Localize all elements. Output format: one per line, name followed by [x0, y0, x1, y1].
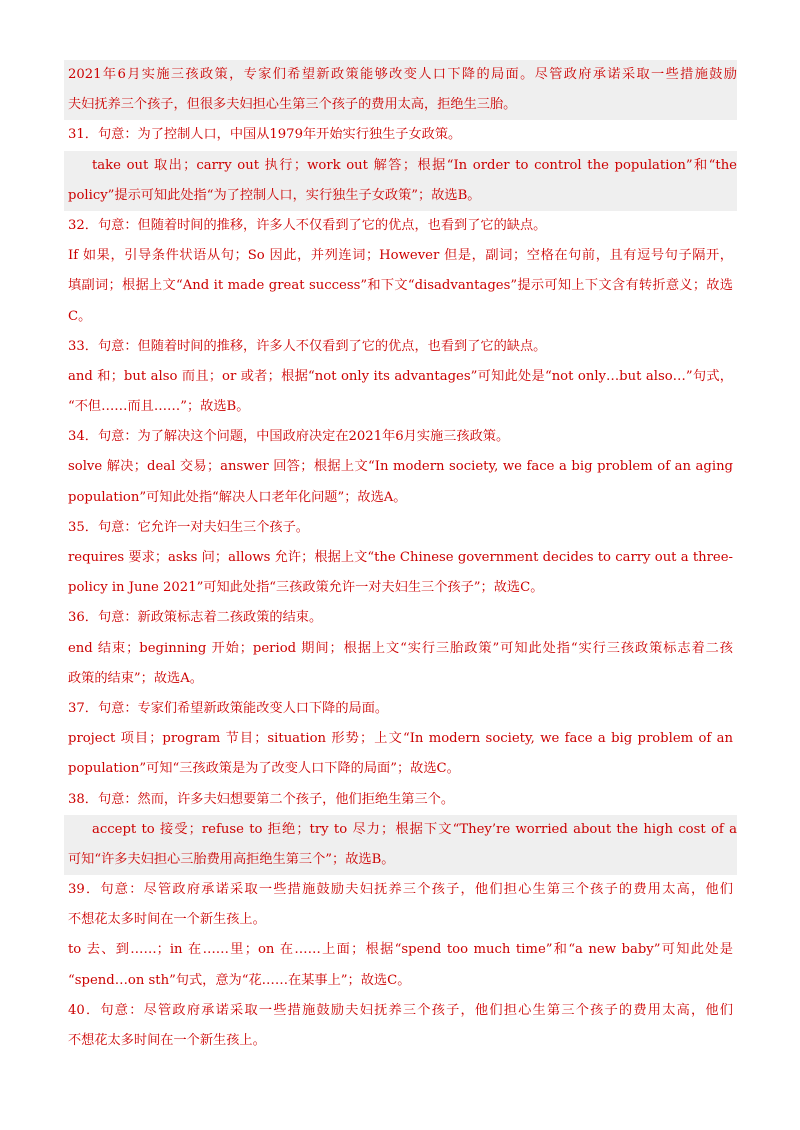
- question-38-meaning: 38．句意：然而，许多夫妇想要第二个孩子，他们拒绝生第三个。: [68, 791, 455, 807]
- text-line: C。: [68, 308, 92, 324]
- text-line: policy”提示可知此处指“为了控制人口，实行独生子女政策”；故选B。: [64, 181, 737, 211]
- question-37-meaning: 37．句意：专家们希望新政策能改变人口下降的局面。: [68, 700, 389, 716]
- question-35-meaning: 35．句意：它允许一对夫妇生三个孩子。: [68, 519, 309, 535]
- question-40-meaning: 40．句意：尽管政府承诺采取一些措施鼓励夫妇抚养三个孩子，他们担心生第三个孩子的费用太高，他们: [68, 1002, 733, 1018]
- text-line: requires 要求；asks 问；allows 允许；根据上文“the Chinese government decides to carry out a three-: [68, 550, 733, 565]
- question-33-meaning: 33．句意：但随着时间的推移，许多人不仅看到了它的优点，也看到了它的缺点。: [68, 338, 547, 354]
- text-line: population”可知“三孩政策是为了改变人口下降的局面”；故选C。: [68, 761, 460, 777]
- text-line: to 去、到……；in 在……里；on 在……上面；根据“spend too much time”和“a new baby”可知此处是: [68, 942, 733, 958]
- text-line: 填副词；根据上文“And it made great success”和下文“disadvantages”提示可知上下文含有转折意义；故选: [68, 278, 733, 294]
- question-39-meaning: 39．句意：尽管政府承诺采取一些措施鼓励夫妇抚养三个孩子，他们担心生第三个孩子的费用太高，他们: [68, 882, 733, 898]
- text-line: If 如果，引导条件状语从句；So 因此，并列连词；However 但是，副词；空格在句前，且有逗号句子隔开，: [68, 248, 733, 264]
- text-line: project 项目；program 节目；situation 形势；上文“In modern society, we face a big problem of an: [68, 731, 733, 747]
- text-line: 可知“许多夫妇担心三胎费用高拒绝生第三个”；故选B。: [64, 845, 737, 875]
- text-line: “不但……而且……”；故选B。: [68, 399, 250, 415]
- text-line: solve 解决；deal 交易；answer 回答；根据上文“In modern society, we face a big problem of an aging: [68, 459, 733, 475]
- text-line: 政策的结束”；故选A。: [68, 670, 203, 686]
- text-line: take out 取出；carry out 执行；work out 解答；根据“In order to control the population”和“the: [64, 151, 737, 181]
- text-line: policy in June 2021”可知此处指“三孩政策允许一对夫妇生三个孩子”；故选C。: [68, 580, 544, 596]
- text-line: end 结束；beginning 开始；period 期间；根据上文“实行三胎政策”可知此处指“实行三孩政策标志着二孩: [68, 640, 733, 656]
- text-line: and 和；but also 而且；or 或者；根据“not only its advantages”可知此处是“not only…but also…”句式，: [68, 368, 733, 384]
- text-line: 夫妇抚养三个孩子，但很多夫妇担心生第三个孩子的费用太高，拒绝生三胎。: [64, 90, 737, 120]
- question-32-meaning: 32．句意：但随着时间的推移，许多人不仅看到了它的优点，也看到了它的缺点。: [68, 217, 547, 233]
- question-34-meaning: 34．句意：为了解决这个问题，中国政府决定在2021年6月实施三孩政策。: [68, 429, 510, 445]
- text-line: 不想花太多时间在一个新生孩上。: [68, 1033, 266, 1048]
- text-line: population”可知此处指“解决人口老年化问题”；故选A。: [68, 489, 407, 505]
- text-line: accept to 接受；refuse to 拒绝；try to 尽力；根据下文“They’re worried about the high cost of a: [64, 815, 737, 845]
- question-36-meaning: 36．句意：新政策标志着二孩政策的结束。: [68, 610, 323, 626]
- text-line: 2021年6月实施三孩政策，专家们希望新政策能够改变人口下降的局面。尽管政府承诺采取一些措施鼓励: [64, 60, 737, 90]
- answer-document: [68, 60, 737, 1056]
- question-31-meaning: 31．句意：为了控制人口，中国从1979年开始实行独生子女政策。: [68, 127, 462, 143]
- text-line: 不想花太多时间在一个新生孩上。: [68, 912, 266, 928]
- text-line: “spend…on sth”句式，意为“花……在某事上”；故选C。: [68, 972, 411, 988]
